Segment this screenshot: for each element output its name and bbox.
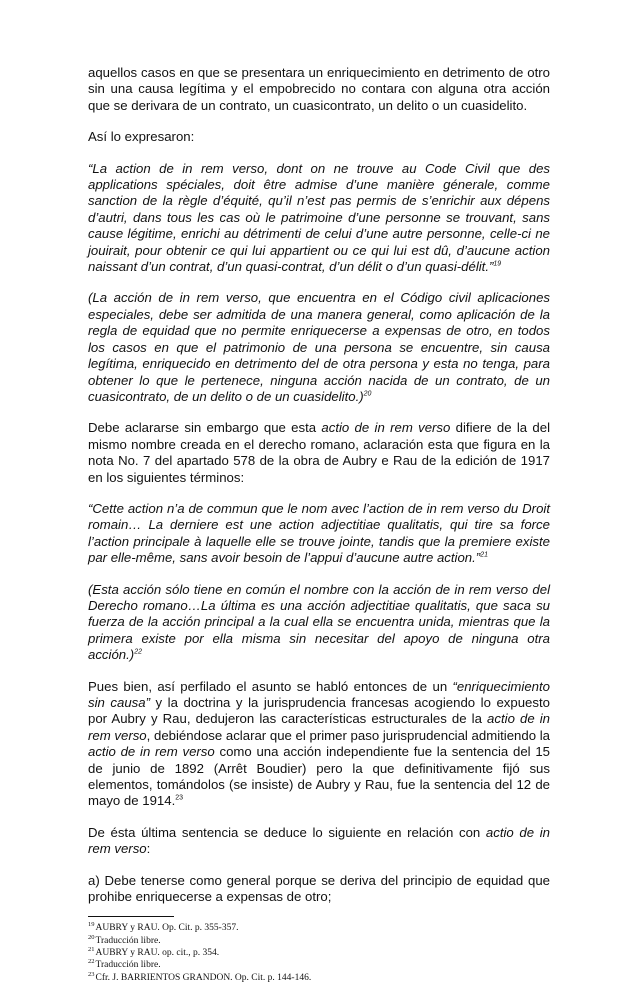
document-page — [88, 65, 550, 984]
footnote-ref-21: 21 — [480, 551, 488, 559]
footnote-19: $^{19}$AUBRY y RAU. Op. Cit. p. 355-357. — [88, 921, 239, 934]
footnote-23: $^{23}$Cfr. J. BARRIENTOS GRANDON. Op. Cit. p. 144-146. — [88, 970, 312, 983]
paragraph-10: a) Debe tenerse como general porque se deriva del principio de equidad que prohibe enriquecerse a expensas de otro; — [88, 872, 550, 905]
footnote-ref-23: 23 — [175, 795, 184, 803]
paragraph-8: Pues bien, así perfilado el asunto se habló entonces de un “enriquecimiento sin causa” y la doctrina y la jurisprudencia francesas acogiendo lo expuesto por Aubry y Rau, dedujeron las características estructurales de la actio de in rem verso, debiéndose aclarar que el primer paso jurisprudencial admitiendo la actio de in rem verso como una acción independiente fue la sentencia del 15 de junio de 1892 (Arrêt Boudier) pero la que definitivamente fijó sus elementos, tomándolos (se insiste) de Aubry y Rau, fue la sentencia del 12 de mayo de 1914.23 — [88, 678, 551, 809]
footnote-separator — [88, 916, 174, 917]
footnote-ref-22: 22 — [134, 648, 142, 656]
footnote-ref-19: 19 — [493, 260, 502, 268]
paragraph-2: Así lo expresaron: — [88, 129, 195, 145]
quote-french-2: “Cette action n’a de commun que le nom avec l’action de in rem verso du Droit romain… La derniere est une action adjectitiae qualitatis, qui tire sa force l’action principale à laquelle elle se trouve jointe, tandis que la premiere existe par elle-même, sans avoir besoin de l’appui d’aucune autre action.”$^{21}$ — [88, 500, 550, 566]
translation-1: (La acción de in rem verso, que encuentra en el Código civil aplicaciones especiales, debe ser admitida de una manera general, como aplicación de la regla de equidad que no permite enriquecerse a expensas de otro, en todos los casos en que el patrimonio de una persona se encuentre, sin causa legítima, enriquecido en detrimento del de otra persona y esta no tenga, para obtener lo que le pertenece, ninguna acción nacida de un contrato, de un cuasicontrato, de un delito o de un cuasidelito.)$^{20}$ — [88, 290, 550, 404]
footnote-20: $^{20}$Traducción libre. — [88, 933, 161, 946]
paragraph-1: aquellos casos en que se presentara un enriquecimiento en detrimento de otro sin una causa legítima y el empobrecido no contara con alguna otra acción que se derivara de un contrato, un cuasicontrato, un delito o un cuasidelito. — [88, 65, 550, 113]
footnote-21: $^{21}$AUBRY y RAU. op. cit., p. 354. — [88, 945, 220, 959]
footnotes — [88, 922, 550, 983]
translation-2: (Esta acción sólo tiene en común el nombre con la acción de in rem verso del Derecho romano…La última es una acción adjectitiae qualitatis, que saca su fuerza de la acción principal a la cual ella se encuentra unida, mientras que la primera existe por ella misma sin necesitar del apoyo de ninguna otra acción.)$^{22}$ — [88, 581, 550, 663]
paragraph-5: Debe aclararse sin embargo que esta actio de in rem verso difiere de la del mismo nombre creada en el derecho romano, aclaración esta que figura en la nota No. 7 del apartado 578 de la obra de Aubry e Rau de la edición de 1917 en los siguientes términos: — [88, 420, 551, 485]
paragraph-9: De ésta última sentencia se deduce lo siguiente en relación con actio de in rem verso: — [88, 824, 550, 857]
quote-french-1: “La action de in rem verso, dont on ne trouve au Code Civil que des applications spéciales, doit être admise d’une manière génerale, comme sanction de la règle d’équité, qu’il n’est pas permis de s’enrichir aux dépens d’autri, dans tous les cas où le patrimoine d’une personne se trouvant, sans cause légitime, enrichi au détrimenti de celui d’une autre personne, celle-ci ne jouirait, pour obtenir ce qui lui appartient ou ce qui lui est dû, d’aucune action naissant d’un contrat, d’un quasi-contrat, d’un délit o d’un quasi-délit.”$^{19}$ — [88, 160, 550, 275]
footnote-22: $^{22}$Traducción libre. — [88, 958, 161, 971]
footnote-ref-20: 20 — [363, 390, 372, 398]
